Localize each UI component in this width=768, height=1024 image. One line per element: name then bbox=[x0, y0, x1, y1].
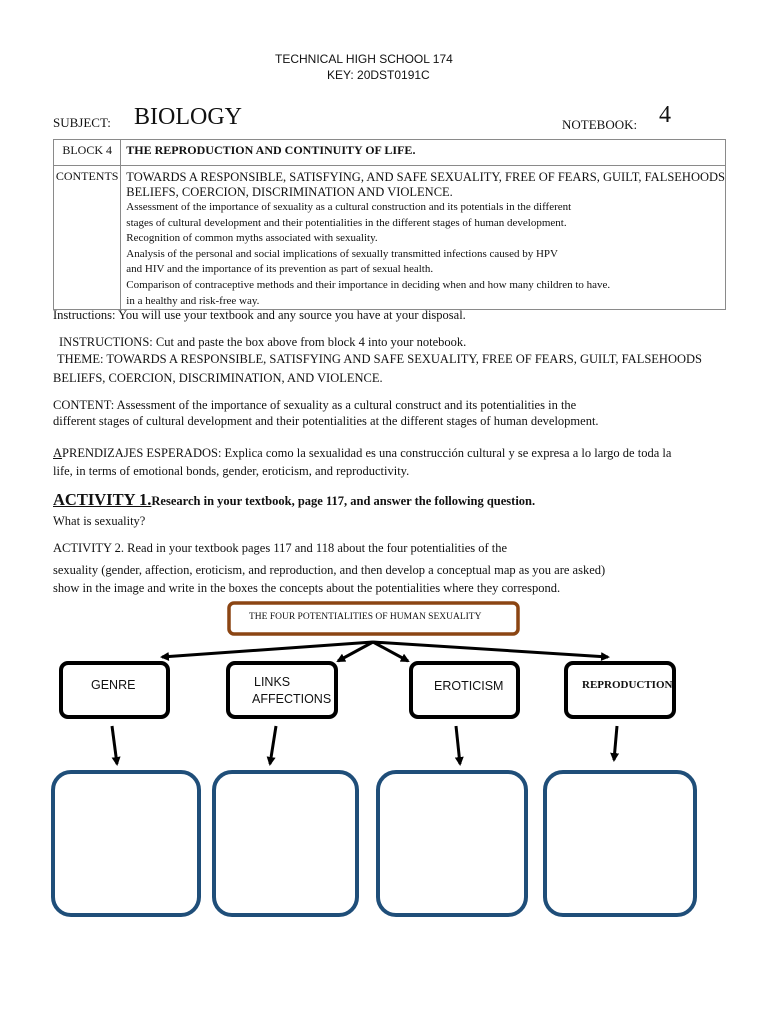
contents-line: Recognition of common myths associated with sexuality. bbox=[126, 232, 378, 245]
connector-arrow bbox=[456, 726, 460, 764]
connector-arrow bbox=[614, 726, 617, 760]
root-label: THE FOUR POTENTIALITIES OF HUMAN SEXUALITY bbox=[249, 612, 482, 622]
answer-box-affections[interactable] bbox=[214, 772, 357, 915]
answer-connectors bbox=[112, 726, 617, 764]
contents-line: and HIV and the importance of its prevention as part of sexual health. bbox=[126, 263, 434, 276]
block-label: BLOCK 4 bbox=[62, 143, 112, 157]
content-line-2: different stages of cultural development and their potentialities at the different stages of human development. bbox=[53, 414, 599, 428]
contents-label: CONTENTS bbox=[55, 169, 119, 183]
school-key: KEY: 20DST0191C bbox=[327, 68, 430, 82]
activity-2-line-3: show in the image and write in the boxes the concepts about the potentialities where they correspond. bbox=[53, 581, 561, 595]
activity-1-question: What is sexuality? bbox=[53, 514, 146, 528]
subject-label: SUBJECT: bbox=[53, 115, 111, 130]
theme-line-1: THEME: TOWARDS A RESPONSIBLE, SATISFYING AND SAFE SEXUALITY, FREE OF FEARS, GUILT, FALSEHOODS bbox=[57, 352, 702, 366]
notebook-value: 4 bbox=[659, 102, 671, 128]
contents-line: in a healthy and risk-free way. bbox=[126, 294, 260, 307]
school-name: TECHNICAL HIGH SCHOOL 174 bbox=[275, 52, 453, 66]
node-label-links: LINKS bbox=[254, 675, 291, 689]
connector-arrow bbox=[373, 642, 608, 657]
contents-line: Analysis of the personal and social implications of sexually transmitted infections caused by HPV bbox=[126, 247, 558, 260]
node-label-reproduction: REPRODUCTION bbox=[582, 679, 672, 691]
theme-line-2: BELIEFS, COERCION, DISCRIMINATION, AND VIOLENCE. bbox=[53, 371, 383, 385]
activity-1-title: ACTIVITY 1. bbox=[53, 490, 152, 509]
contents-line: Comparison of contraceptive methods and their importance in deciding when and how many children to have. bbox=[126, 278, 611, 291]
instructions-cut-paste: INSTRUCTIONS: Cut and paste the box above from block 4 into your notebook. bbox=[59, 335, 467, 349]
instructions-text: Instructions: You will use your textbook and any source you have at your disposal. bbox=[53, 308, 466, 322]
activity-2-line-2: sexuality (gender, affection, eroticism, and reproduction, and then develop a conceptual map as you are asked) bbox=[53, 563, 606, 577]
node-label-affections: AFFECTIONS bbox=[252, 692, 332, 706]
answer-box-genre[interactable] bbox=[53, 772, 199, 915]
aprendizajes-text: PRENDIZAJES ESPERADOS: Explica como la sexualidad es una construcción cultural y se expresa a lo largo de toda la bbox=[62, 446, 672, 460]
contents-line: Assessment of the importance of sexuality as a cultural construction and its potentials in the different bbox=[126, 201, 572, 213]
node-label-genre: GENRE bbox=[91, 678, 136, 692]
subject-value: BIOLOGY bbox=[134, 104, 242, 130]
root-connectors bbox=[162, 642, 608, 661]
answer-box-eroticism[interactable] bbox=[378, 772, 526, 915]
contents-line: BELIEFS, COERCION, DISCRIMINATION AND VIOLENCE. bbox=[126, 185, 453, 199]
contents-line: stages of cultural development and their potentialities in the different stages of human development. bbox=[126, 216, 567, 229]
connector-arrow bbox=[270, 726, 276, 764]
node-label-eroticism: EROTICISM bbox=[434, 679, 504, 693]
aprendizajes-line-2: life, in terms of emotional bonds, gender, eroticism, and reproductivity. bbox=[53, 464, 410, 478]
block-title: THE REPRODUCTION AND CONTINUITY OF LIFE. bbox=[126, 143, 416, 157]
connector-arrow bbox=[162, 642, 373, 657]
aprendizajes-initial: A bbox=[53, 446, 63, 460]
activity-1-instruction: Research in your textbook, page 117, and answer the following question. bbox=[151, 494, 536, 508]
connector-arrow bbox=[112, 726, 117, 764]
contents-line: TOWARDS A RESPONSIBLE, SATISFYING, AND SAFE SEXUALITY, FREE OF FEARS, GUILT, FALSEHOODS bbox=[126, 170, 725, 184]
node-box-affections bbox=[228, 663, 336, 717]
activity-2-line-1: ACTIVITY 2. Read in your textbook pages 117 and 118 about the four potentialities of the bbox=[53, 541, 508, 555]
answer-box-reproduction[interactable] bbox=[545, 772, 695, 915]
content-line-1: CONTENT: Assessment of the importance of sexuality as a cultural construct and its potentialities in the bbox=[53, 398, 577, 412]
notebook-label: NOTEBOOK: bbox=[562, 117, 638, 132]
